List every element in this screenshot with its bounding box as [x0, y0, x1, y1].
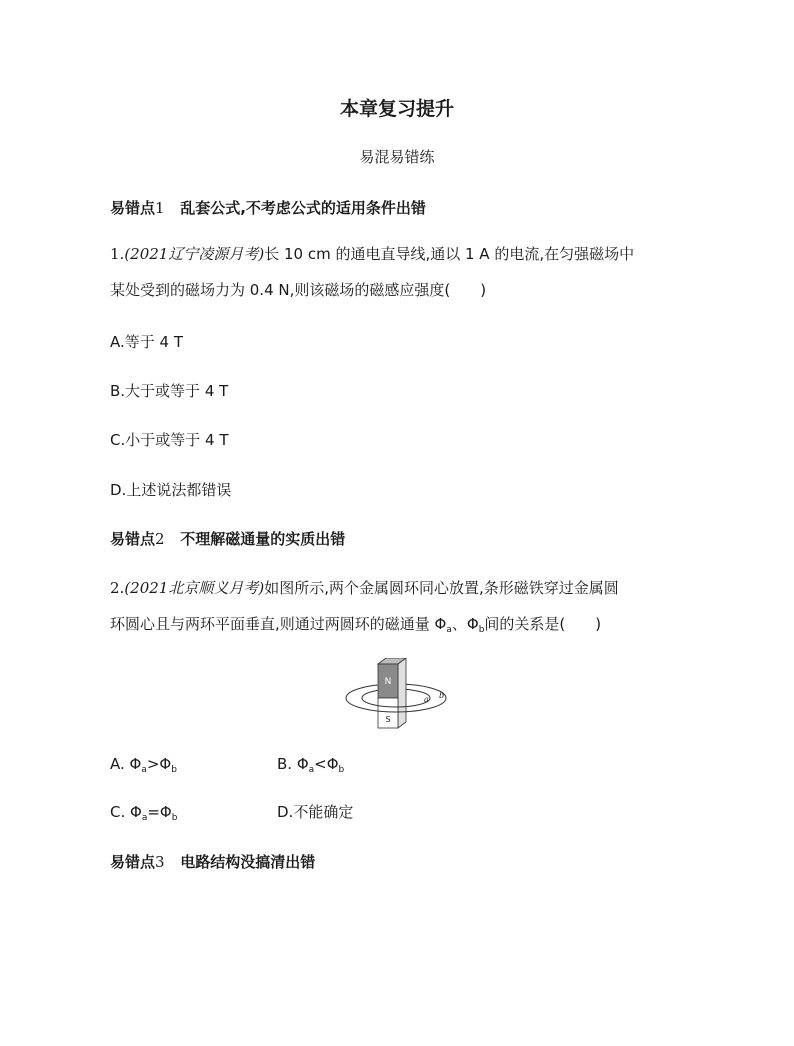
bar-magnet: [378, 658, 406, 728]
section-label: 易错点: [110, 530, 156, 548]
q1-option-b: B.大于或等于 4 T: [110, 382, 229, 400]
question-2-line-2: 环圆心且与两环平面垂直,则通过两圆环的磁通量 $\Phi_a$、$\Phi_b$间的关系是( ): [110, 615, 602, 635]
q2-option-d: D.不能确定: [277, 803, 354, 821]
question-text: 长 10 cm 的通电直导线,通以 1 A 的电流,在匀强磁场中: [264, 245, 635, 263]
ring-b-label: b: [439, 691, 445, 700]
section-text: 乱套公式,不考虑公式的适用条件出错: [180, 199, 426, 217]
magnet-rings-figure: [342, 658, 450, 730]
question-2-line-1: [110, 576, 619, 600]
section-number: 3: [155, 853, 165, 871]
q1-option-a: A.等于 4 T: [110, 333, 184, 351]
pole-s-label: S: [385, 715, 391, 724]
question-number: 2.: [110, 579, 125, 597]
question-source: (2021辽宁凌源月考): [124, 245, 265, 263]
section-number: 1: [155, 199, 165, 217]
question-1-line-1: [110, 242, 634, 266]
section-heading-1: [110, 197, 426, 218]
section-heading-2: [110, 528, 345, 549]
question-number: 1.: [110, 245, 125, 263]
q2-option-a: A. $\Phi_a>\Phi_b$: [110, 755, 177, 775]
q1-option-d: D.上述说法都错误: [110, 481, 232, 499]
page-title: 本章复习提升: [339, 98, 454, 120]
ring-a-label: a: [424, 695, 429, 704]
section-heading-3: [110, 851, 315, 872]
q2-option-b: B. $\Phi_a<\Phi_b$: [277, 755, 345, 775]
question-source: (2021北京顺义月考): [124, 579, 265, 597]
question-1-line-2: 某处受到的磁场力为 0.4 N,则该磁场的磁感应强度( ): [110, 281, 487, 299]
q2-option-c: C. $\Phi_a=\Phi_b$: [110, 803, 178, 823]
section-text: 不理解磁通量的实质出错: [180, 530, 346, 548]
section-number: 2: [155, 530, 165, 548]
magnet-side-face: [398, 658, 406, 728]
q1-option-c: C.小于或等于 4 T: [110, 431, 229, 449]
section-label: 易错点: [110, 853, 156, 871]
section-label: 易错点: [110, 199, 156, 217]
question-text: 如图所示,两个金属圆环同心放置,条形磁铁穿过金属圆: [264, 579, 619, 597]
section-text: 电路结构没搞清出错: [180, 853, 316, 871]
page-subtitle: 易混易错练: [359, 148, 435, 166]
pole-n-label: N: [384, 677, 392, 687]
